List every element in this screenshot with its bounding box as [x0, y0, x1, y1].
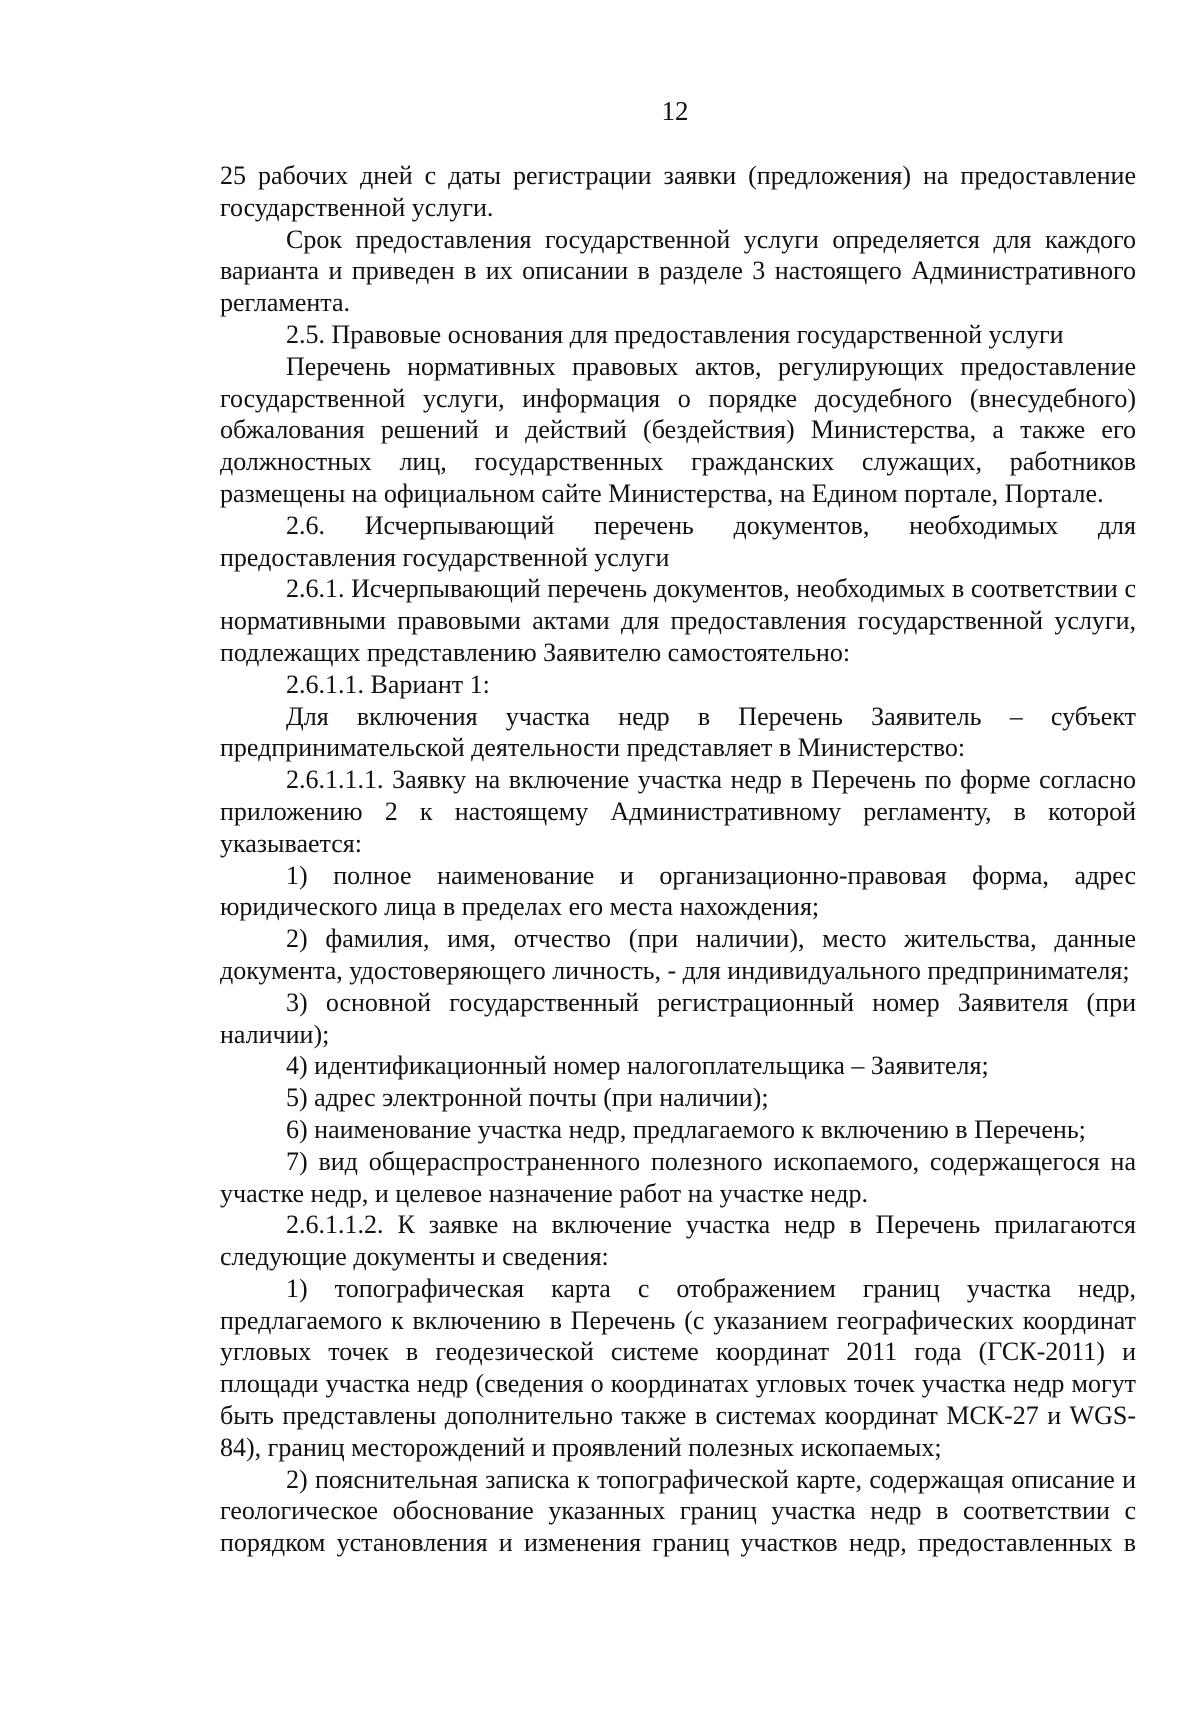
section-heading: 2.5. Правовые основания для предоставления государственной услуги — [286, 319, 1064, 349]
paragraph: Срок предоставления государственной услуги определяется для каждого варианта и приведен в их описании в разделе 3 настоящего Административного регламента. — [220, 224, 1136, 318]
page-number: 12 — [661, 96, 689, 126]
document-body — [220, 160, 1136, 1559]
section-heading: 2.6. Исчерпывающий перечень документов, необходимых для предоставления государственной услуги — [220, 510, 1136, 572]
subsection-heading: 2.6.1.1. Вариант 1: — [286, 669, 490, 699]
paragraph: Для включения участка недр в Перечень Заявитель – субъект предпринимательской деятельности представляет в Министерство: — [220, 701, 1136, 763]
paragraph: 2.6.1.1.1. Заявку на включение участка недр в Перечень по форме согласно приложению 2 к настоящему Административному регламенту, в которой указывается: — [220, 765, 1136, 858]
list-item: 2) пояснительная записка к топографической карте, содержащая описание и геологическое обоснование указанных границ участка недр в соответствии с порядком установления и изменения границ участков недр, предоставленных в — [220, 1464, 1136, 1558]
list-item: 4) идентификационный номер налогоплательщика – Заявителя; — [286, 1051, 989, 1081]
list-item: 1) полное наименование и организационно-правовая форма, адрес юридического лица в пределах его места нахождения; — [220, 860, 1136, 922]
list-item: 5) адрес электронной почты (при наличии); — [286, 1083, 769, 1113]
list-item: 2) фамилия, имя, отчество (при наличии), место жительства, данные документа, удостоверяющего личность, - для индивидуального предпринимателя; — [220, 924, 1136, 985]
paragraph: Перечень нормативных правовых актов, регулирующих предоставление государственной услуги, информация о порядке досудебного (внесудебного) обжалования решений и действий (бездействия) Министерства, а также его должностных лиц, государственных гражданских служащих, работников размещены на официальном сайте Министерства, на Едином портале, Портале. — [220, 351, 1136, 508]
paragraph: 25 рабочих дней с даты регистрации заявки (предложения) на предоставление государственной услуги. — [220, 161, 1136, 222]
list-item: 1) топографическая карта с отображением границ участка недр, предлагаемого к включению в Перечень (с указанием географических координат угловых точек в геодезической системе координат 2011 года (ГСК-2011) и площади участка недр (сведения о координатах угловых точек участка недр могут быть представлены дополнительно также в системах координат МСК-27 и WGS-84), границ месторождений и проявлений полезных ископаемых; — [220, 1273, 1136, 1462]
paragraph: 2.6.1.1.2. К заявке на включение участка недр в Перечень прилагаются следующие документы и сведения: — [220, 1210, 1136, 1272]
list-item: 3) основной государственный регистрационный номер Заявителя (при наличии); — [220, 987, 1136, 1049]
list-item: 6) наименование участка недр, предлагаемого к включению в Перечень; — [286, 1114, 1086, 1144]
paragraph: 2.6.1. Исчерпывающий перечень документов, необходимых в соответствии с нормативными правовыми актами для предоставления государственной услуги, подлежащих представлению Заявителю самостоятельно: — [220, 574, 1136, 667]
list-item: 7) вид общераспространенного полезного ископаемого, содержащегося на участке недр, и целевое назначение работ на участке недр. — [220, 1146, 1136, 1208]
